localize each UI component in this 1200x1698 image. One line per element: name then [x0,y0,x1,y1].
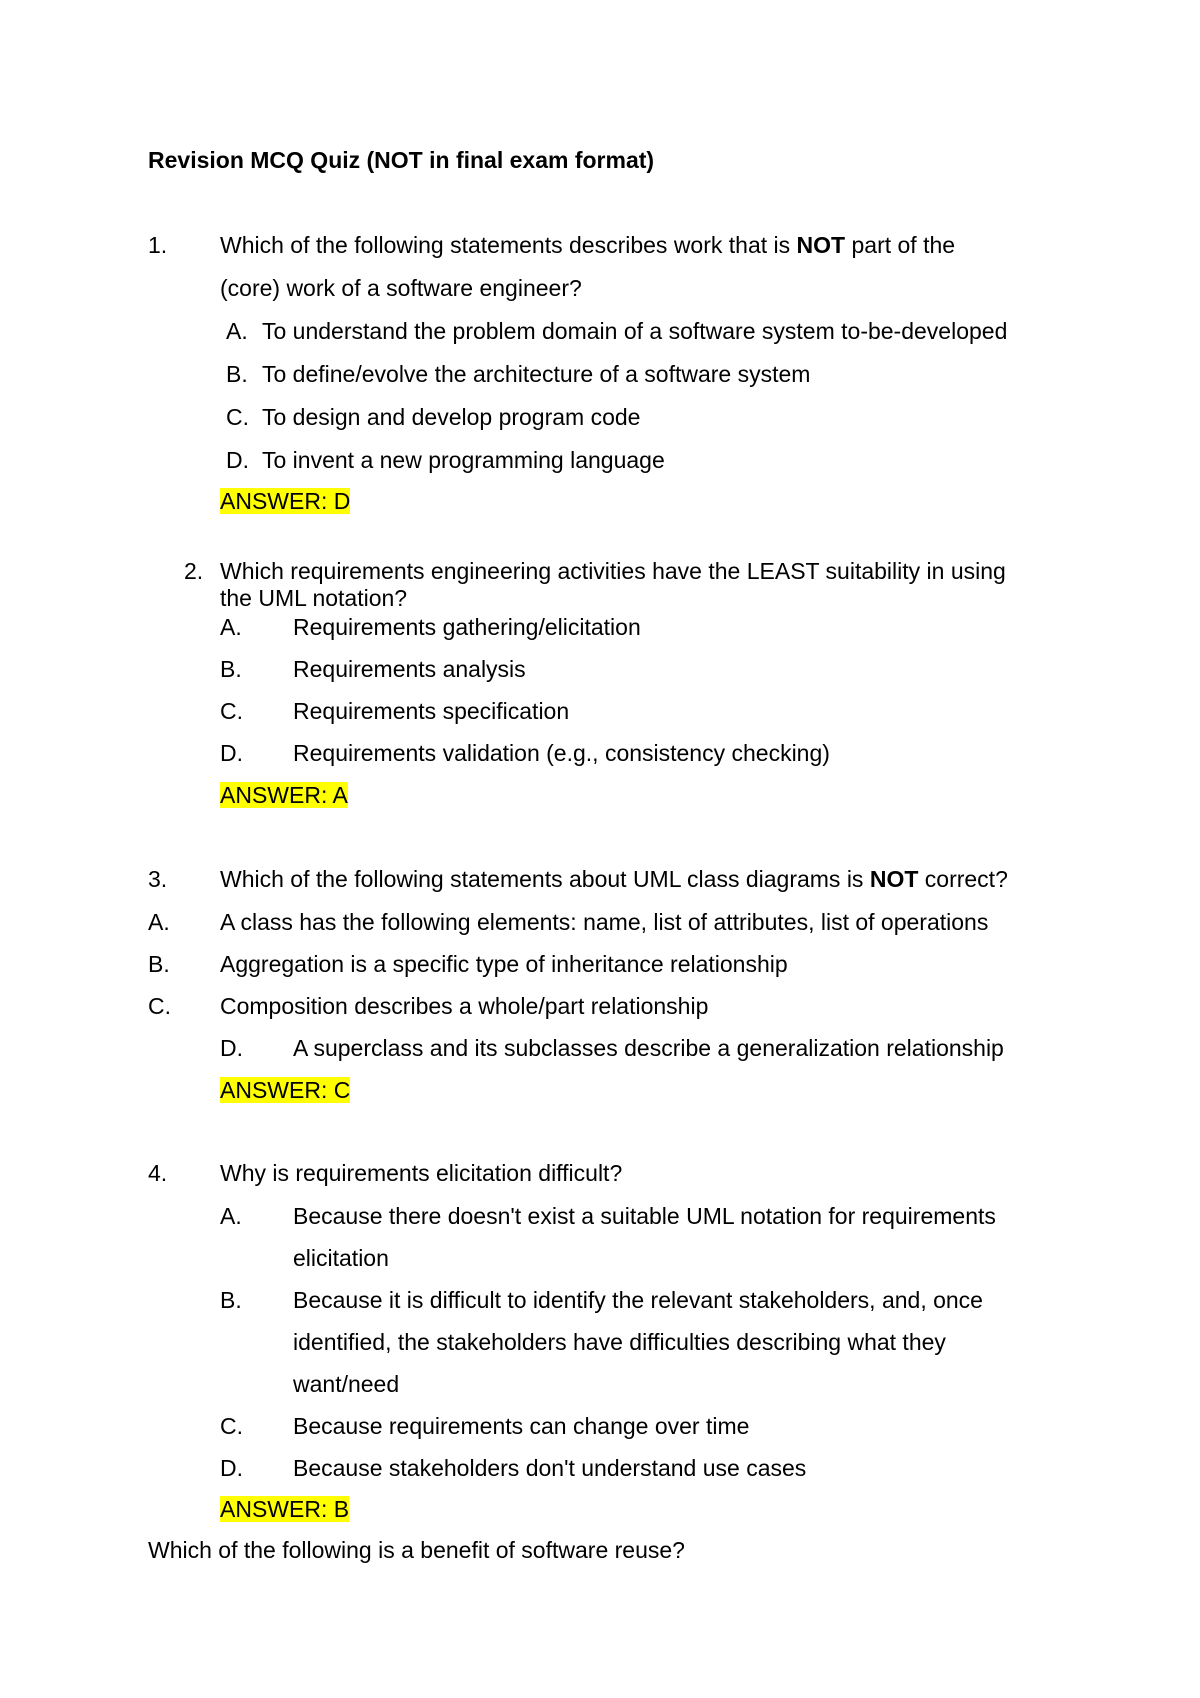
question-emphasis: NOT [869,866,919,892]
option-text: Composition describes a whole/part relationship [220,993,709,1019]
option-letter: A. [148,909,170,935]
option-text: To define/evolve the architecture of a software system [262,361,811,387]
option-text: Aggregation is a specific type of inheritance relationship [220,951,788,977]
question-number: 1. [148,232,168,258]
page-title: Revision MCQ Quiz (NOT in final exam format) [148,147,655,173]
option-letter: D. [220,1035,243,1061]
question-text-continued: (core) work of a software engineer? [220,275,582,301]
option-letter: A. [220,614,242,640]
question-5-text: Which of the following is a benefit of software reuse? [148,1537,685,1563]
option-text-continued: identified, the stakeholders have difficulties describing what they [293,1329,946,1355]
option-text: Because it is difficult to identify the relevant stakeholders, and, once [293,1287,983,1313]
option-text: To design and develop program code [262,404,641,430]
option-letter: B. [226,361,248,387]
option-letter: A. [226,318,248,344]
question-text-part: part of the [845,232,956,258]
answer-highlight: ANSWER: A [220,782,348,808]
option-letter: B. [148,951,170,977]
option-text: To understand the problem domain of a software system to-be-developed [262,318,1008,344]
option-letter: D. [220,1455,243,1481]
option-text: Requirements analysis [293,656,526,682]
question-text [220,864,1008,894]
option-letter: B. [220,656,242,682]
question-text-part: correct? [918,866,1008,892]
option-text-continued: want/need [293,1371,400,1397]
option-letter: C. [220,698,243,724]
option-letter: A. [220,1203,242,1229]
option-letter: C. [148,993,171,1019]
question-emphasis: NOT [796,232,846,258]
question-text: Which requirements engineering activities have the LEAST suitability in using [220,558,1006,584]
option-letter: D. [226,447,249,473]
option-text: Because there doesn't exist a suitable UML notation for requirements [293,1203,996,1229]
option-text: Requirements specification [293,698,570,724]
option-letter: C. [226,404,249,430]
answer-highlight: ANSWER: B [220,1496,350,1522]
option-text: A superclass and its subclasses describe a generalization relationship [293,1035,1004,1061]
option-text: Because requirements can change over time [293,1413,750,1439]
question-text [220,230,955,260]
question-number: 2. [184,558,204,584]
option-text-continued: elicitation [293,1245,389,1271]
question-text: Why is requirements elicitation difficult? [220,1160,623,1186]
question-text-continued: the UML notation? [220,585,408,611]
option-text: A class has the following elements: name, list of attributes, list of operations [220,909,989,935]
question-number: 3. [148,866,168,892]
option-text: Requirements validation (e.g., consistency checking) [293,740,830,766]
question-text-part: Which of the following statements describes work that is [220,232,797,258]
option-text: Because stakeholders don't understand use cases [293,1455,807,1481]
question-number: 4. [148,1160,168,1186]
option-letter: B. [220,1287,242,1313]
question-text-part: Which of the following statements about UML class diagrams is [220,866,870,892]
option-text: Requirements gathering/elicitation [293,614,641,640]
option-letter: D. [220,740,243,766]
answer-highlight: ANSWER: C [220,1077,351,1103]
option-text: To invent a new programming language [262,447,665,473]
option-letter: C. [220,1413,243,1439]
answer-highlight: ANSWER: D [220,488,351,514]
